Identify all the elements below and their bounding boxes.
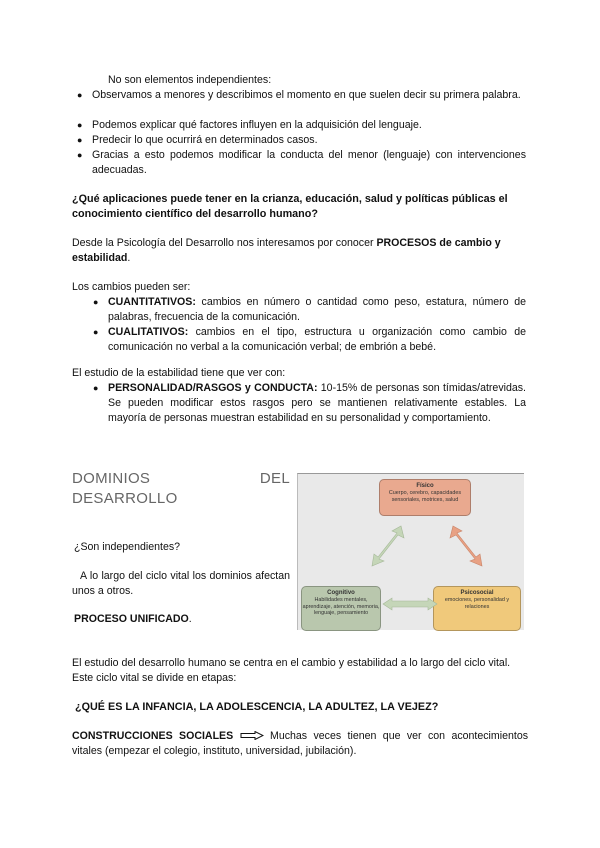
cognitivo-box: Cognitivo Habilidades mentales, aprendizaje, atención, memoria, lenguaje, pensamiento [301, 586, 381, 631]
bullet-icon: ● [93, 327, 99, 337]
domains-title: DOMINIOS DEL DESARROLLO [72, 470, 290, 507]
double-arrow-icon [382, 597, 438, 611]
bullet-icon: ● [93, 383, 99, 393]
stability-intro: El estudio de la estabilidad tiene que ver con: [72, 367, 286, 379]
domains-text: A lo largo del ciclo vital los dominios afectan unos a otros. [72, 570, 290, 597]
bullet-icon: ● [77, 120, 83, 130]
stages-heading: ¿QUÉ ES LA INFANCIA, LA ADOLESCENCIA, LA ADULTEZ, LA VEJEZ? [75, 701, 439, 713]
double-arrow-icon [370, 524, 406, 568]
list-item: ● PERSONALIDAD/RASGOS y CONDUCTA: 10-15% de personas son tímidas/atrevidas. Se pueden modificar estos rasgos pero se mantienen relativamente estables. La mayoría de personas muestran estabilidad en su personalidad y comportamiento. [93, 382, 526, 424]
list-item: ● CUALITATIVOS: cambios en el tipo, estructura u organización como cambio de comunicación no verbal a la comunicación verbal; de embrión a bebé. [93, 326, 526, 353]
fisico-box: Físico Cuerpo, cerebro, capacidades sensoriales, motrices, salud [379, 479, 471, 516]
bullet-icon: ● [77, 150, 83, 160]
continuation-text: No son elementos independientes: [108, 74, 272, 86]
question-heading: ¿Qué aplicaciones puede tener en la crianza, educación, salud y políticas públicas el conocimiento científico del desarrollo humano? [72, 193, 508, 220]
domains-question: ¿Son independientes? [74, 541, 181, 553]
bullet-icon: ● [77, 135, 83, 145]
bullet-icon: ● [77, 90, 83, 100]
double-arrow-icon [448, 524, 484, 568]
psych-paragraph: Desde la Psicología del Desarrollo nos interesamos por conocer PROCESOS de cambio y estabilidad. [72, 237, 501, 264]
right-arrow-icon [240, 731, 264, 740]
list-item: ● Observamos a menores y describimos el momento en que suelen decir su primera palabra. [77, 89, 521, 101]
list-item: ● Predecir lo que ocurrirá en determinados casos. [77, 134, 318, 146]
unified-process: PROCESO UNIFICADO. [74, 613, 192, 625]
list-item: ● Gracias a esto podemos modificar la conducta del menor (lenguaje) con intervenciones adecuadas. [77, 149, 526, 176]
changes-intro: Los cambios pueden ser: [72, 281, 191, 293]
lifecycle-paragraph: El estudio del desarrollo humano se centra en el cambio y estabilidad a lo largo del ciclo vital. Este ciclo vital se divide en etapas: [72, 657, 511, 684]
constructions-paragraph: CONSTRUCCIONES SOCIALES Muchas veces tienen que ver con acontecimientos vitales (empezar el colegio, instituto, universidad, jubilación). [72, 730, 529, 757]
psicosocial-box: Psicosocial emociones, personalidad y relaciones [433, 586, 521, 631]
list-item: ● CUANTITATIVOS: cambios en número o cantidad como peso, estatura, número de palabras, frecuencia de la comunicación. [93, 296, 526, 323]
list-item: ● Podemos explicar qué factores influyen en la adquisición del lenguaje. [77, 119, 422, 131]
domains-diagram [297, 473, 524, 630]
bullet-icon: ● [93, 297, 99, 307]
